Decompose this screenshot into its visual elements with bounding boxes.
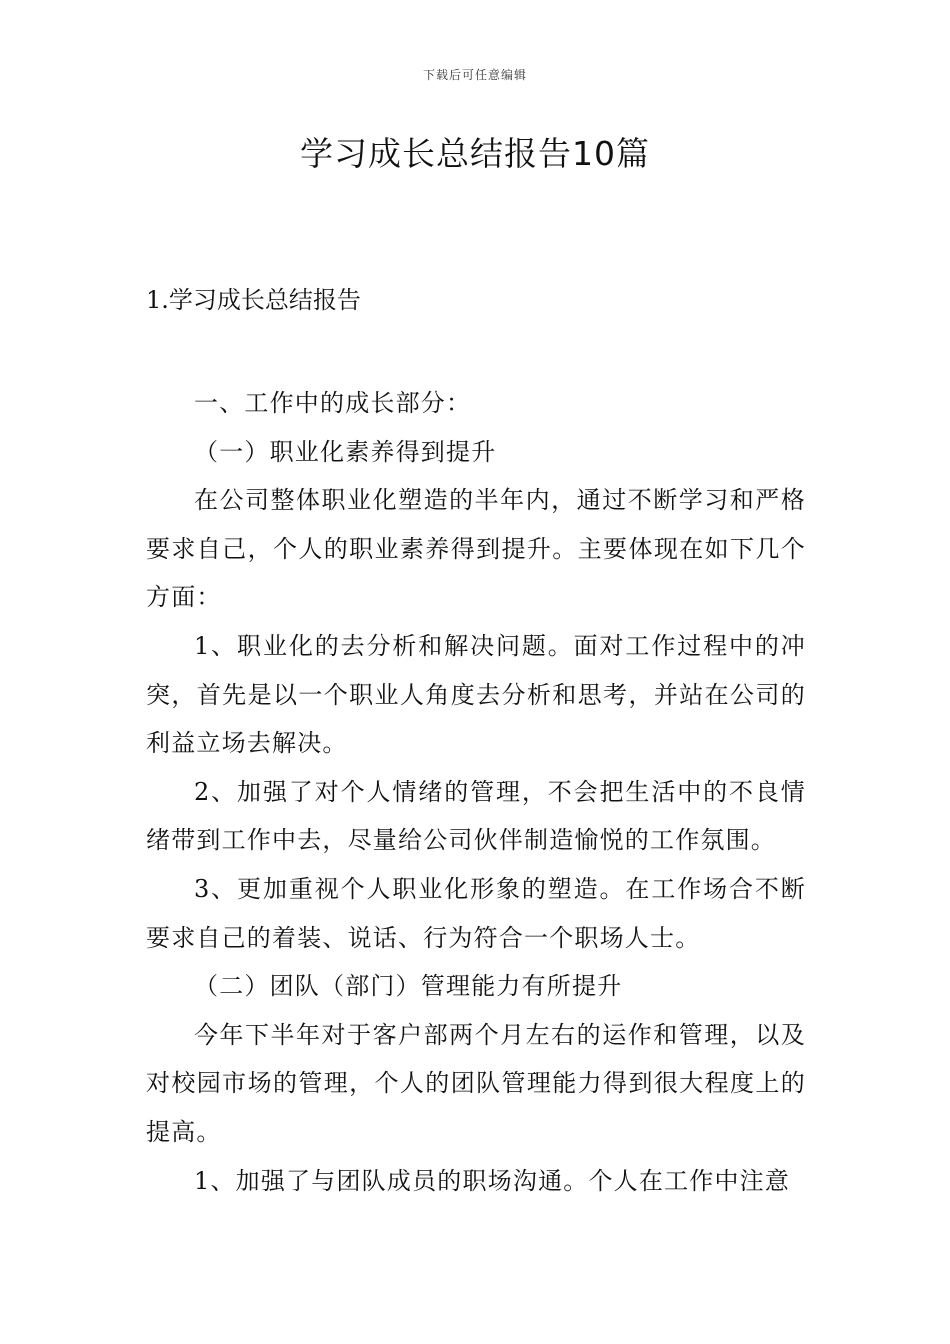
part-heading: 一、工作中的成长部分：: [194, 389, 472, 417]
header-note: 下载后可任意编辑: [422, 68, 527, 82]
document-body: [146, 379, 806, 1205]
subsection-heading: （一）职业化素养得到提升: [194, 437, 497, 466]
document-title: 学习成长总结报告10篇: [300, 134, 650, 173]
list-item-paragraph: 1、职业化的去分析和解决问题。面对工作过程中的冲突，首先是以一个职业人角度去分析和思考，并站在公司的利益立场去解决。: [146, 631, 806, 758]
body-paragraph: 在公司整体职业化塑造的半年内，通过不断学习和严格要求自己，个人的职业素养得到提升。主要体现在如下几个方面：: [146, 486, 806, 612]
section-title: 1.学习成长总结报告: [146, 286, 361, 314]
body-paragraph: 今年下半年对于客户部两个月左右的运作和管理，以及对校园市场的管理，个人的团队管理能力得到很大程度上的提高。: [146, 1020, 806, 1146]
subsection-heading: （二）团队（部门）管理能力有所提升: [194, 972, 623, 1001]
list-item-paragraph: 1、加强了与团队成员的职场沟通。个人在工作中注意: [194, 1166, 791, 1195]
list-item-paragraph: 2、加强了对个人情绪的管理，不会把生活中的不良情绪带到工作中去，尽量给公司伙伴制造愉悦的工作氛围。: [146, 777, 806, 855]
list-item-paragraph: 3、更加重视个人职业化形象的塑造。在工作场合不断要求自己的着装、说话、行为符合一个职场人士。: [146, 874, 806, 952]
